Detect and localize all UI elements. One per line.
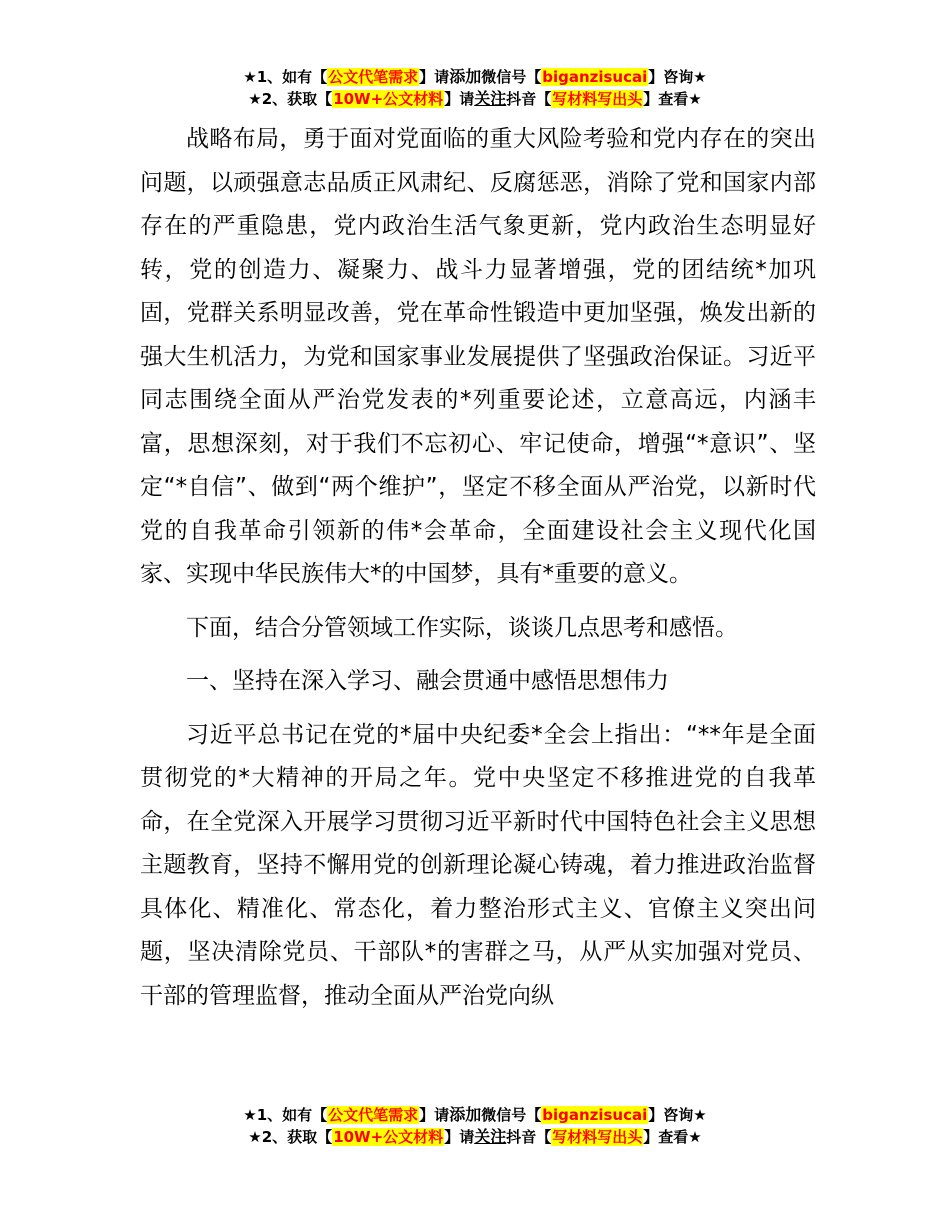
promo-text: 】请 (419, 1106, 450, 1124)
body-paragraph: 战略布局，勇于面对党面临的重大风险考验和党内存在的突出问题，以顽强意志品质正风肃纪、反腐惩恶，消除了党和国家内部存在的严重隐患，党内政治生活气象更新，党内政治生态明显好转，党的创造力、凝聚力、战斗力显著增强，党的团结统*加巩固，党群关系明显改善，党在革命性锻造中更加坚强，焕发出新的强大生机活力，为党和国家事业发展提供了坚强政治保证。习近平同志围绕全面从严治党发表的*列重要论述，立意高远，内涵丰富，思想深刻，对于我们不忘初心、牢记使命，增强“*意识”、坚定“*自信”、做到“两个维护”，坚定不移全面从严治党，以新时代党的自我革命引领新的伟*会革命，全面建设社会主义现代化国家、实现中华民族伟大*的中国梦，具有*重要的意义。 (140, 126, 816, 587)
promo-text: ★2、获取【 (248, 1128, 333, 1146)
promo-line-2 (0, 1126, 950, 1148)
promo-text: 】咨询★ (648, 68, 707, 86)
highlight-account: 写材料写出头 (552, 1128, 643, 1146)
promo-text: 】查看★ (643, 1128, 702, 1146)
promo-text: 添加 (449, 1105, 482, 1124)
footer-promo-banner (0, 1104, 950, 1148)
promo-line-1 (0, 1104, 950, 1126)
promo-text: ★1、如有【 (243, 1106, 328, 1124)
highlight-materials: 10W+公文材料 (333, 90, 444, 108)
promo-text: 微信号【 (481, 1106, 542, 1124)
promo-text: 】请 (419, 68, 450, 86)
promo-text: 】查看★ (643, 90, 702, 108)
promo-text: 】请 (444, 1128, 475, 1146)
highlight-materials: 10W+公文材料 (333, 1128, 444, 1146)
body-paragraph: 下面，结合分管领域工作实际，谈谈几点思考和感悟。 (186, 614, 738, 641)
document-body (140, 118, 816, 1018)
promo-text: 添加 (449, 67, 482, 86)
promo-text: 关注 (474, 89, 507, 108)
body-paragraph: 习近平总书记在党的*届中央纪委*全会上指出：“**年是全面贯彻党的*大精神的开局之年。党中央坚定不移推进党的自我革命，在全党深入开展学习贯彻习近平新时代中国特色社会主义思想主题教育，坚持不懈用党的创新理论凝心铸魂，着力推进政治监督具体化、精准化、常态化，着力整治形式主义、官僚主义突出问题，坚决清除党员、干部队*的害群之马，从严从实加强对党员、干部的管理监督，推动全面从严治党向纵 (140, 721, 816, 1009)
highlight-wechat-id: biganzisucai (542, 68, 648, 86)
promo-text: 】咨询★ (648, 1106, 707, 1124)
promo-text: ★2、获取【 (248, 90, 333, 108)
highlight-account: 写材料写出头 (552, 90, 643, 108)
promo-text: ★1、如有【 (243, 68, 328, 86)
header-promo-banner (0, 66, 950, 110)
promo-line-1 (0, 66, 950, 88)
highlight-service: 公文代笔需求 (328, 68, 419, 86)
section-heading: 一、坚持在深入学习、融会贯通中感悟思想伟力 (186, 668, 669, 694)
promo-text: 】请 (444, 90, 475, 108)
highlight-service: 公文代笔需求 (328, 1106, 419, 1124)
promo-line-2 (0, 88, 950, 110)
promo-text: 微信号【 (481, 68, 542, 86)
promo-text: 抖音【 (506, 1128, 552, 1146)
highlight-wechat-id: biganzisucai (542, 1106, 648, 1124)
promo-text: 关注 (474, 1127, 507, 1146)
promo-text: 抖音【 (506, 90, 552, 108)
